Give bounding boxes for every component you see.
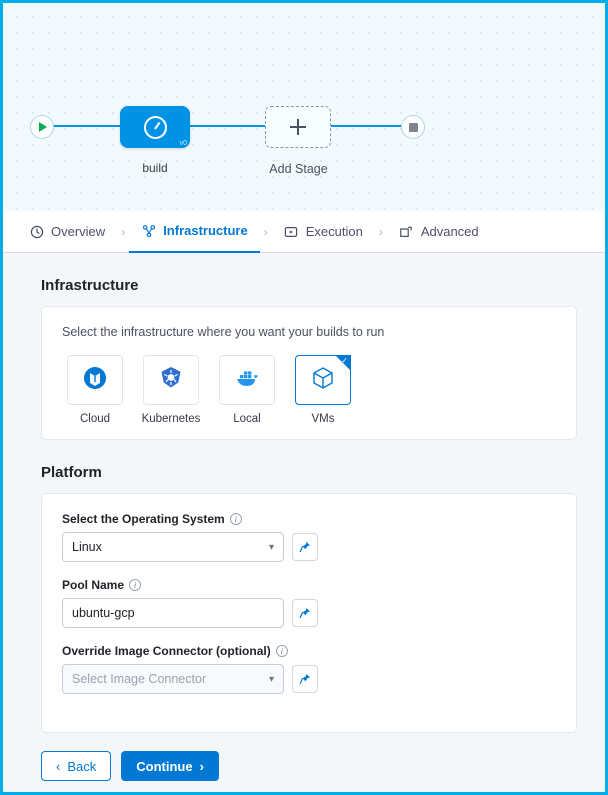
image-connector-placeholder: Select Image Connector [72, 672, 207, 686]
stage-version-badge: v0 [179, 140, 187, 147]
stage-tabs [3, 211, 605, 253]
play-icon [39, 122, 47, 132]
continue-button-label: Continue [136, 758, 193, 774]
operating-system-select[interactable] [62, 532, 284, 562]
add-stage-button[interactable] [265, 106, 331, 148]
image-connector-row [62, 664, 556, 694]
image-connector-label: Override Image Connector (optional) [62, 644, 271, 658]
pipeline-connector [47, 125, 122, 127]
stage-build[interactable] [120, 106, 190, 148]
tab-infrastructure-label: Infrastructure [163, 223, 248, 238]
build-icon [144, 116, 167, 139]
pool-name-value: ubuntu-gcp [72, 606, 135, 620]
tab-overview-label: Overview [51, 224, 106, 239]
add-stage-label: Add Stage [269, 162, 328, 176]
operating-system-value: Linux [72, 540, 102, 554]
pipeline-connector [331, 125, 406, 127]
field-image-connector [62, 644, 556, 694]
tab-infrastructure[interactable] [129, 211, 260, 253]
infra-option-kubernetes[interactable] [138, 355, 204, 425]
infra-option-cloud-label: Cloud [79, 413, 111, 425]
pool-name-input[interactable] [62, 598, 284, 628]
infra-option-local[interactable] [214, 355, 280, 425]
tab-advanced-label: Advanced [420, 224, 479, 239]
infra-option-vms[interactable] [290, 355, 356, 425]
infra-option-cloud-box [67, 355, 123, 405]
tab-separator: › [263, 224, 268, 239]
pipeline-canvas[interactable] [3, 3, 605, 211]
infra-option-local-label: Local [233, 413, 261, 425]
plus-icon [290, 119, 306, 135]
pin-icon[interactable] [292, 665, 318, 693]
cloud-harness-icon [82, 365, 108, 396]
back-button[interactable] [41, 751, 111, 781]
chevron-down-icon: ▾ [268, 673, 274, 685]
docker-icon [233, 366, 261, 395]
infrastructure-options [62, 355, 556, 425]
info-icon[interactable]: i [230, 513, 242, 525]
infrastructure-card [41, 306, 577, 440]
chevron-down-icon: ▾ [268, 541, 274, 553]
info-icon[interactable]: i [129, 579, 141, 591]
selected-check-icon: ✓ [341, 356, 348, 365]
chevron-left-icon: ‹ [56, 758, 61, 774]
pipeline-connector [188, 125, 265, 127]
field-operating-system [62, 512, 556, 562]
stop-icon [409, 123, 418, 132]
info-icon[interactable]: i [276, 645, 288, 657]
chevron-right-icon: › [199, 758, 204, 774]
platform-card [41, 493, 577, 733]
infra-option-cloud[interactable] [62, 355, 128, 425]
back-button-label: Back [67, 758, 97, 774]
pipeline-start-node[interactable] [30, 115, 54, 139]
advanced-icon [399, 224, 414, 239]
pin-icon[interactable] [292, 533, 318, 561]
tab-separator: › [378, 224, 383, 239]
pin-icon[interactable] [292, 599, 318, 627]
operating-system-row [62, 532, 556, 562]
tab-advanced[interactable] [387, 211, 491, 253]
infrastructure-hint: Select the infrastructure where you want your builds to run [62, 325, 385, 339]
pool-name-label-row [62, 578, 556, 592]
infrastructure-title: Infrastructure [41, 277, 139, 294]
infrastructure-icon [141, 223, 156, 238]
stage-build-label: build [142, 161, 168, 175]
infra-option-kubernetes-box [143, 355, 199, 405]
infra-option-vms-box [295, 355, 351, 405]
infra-option-local-box [219, 355, 275, 405]
infrastructure-panel [3, 253, 605, 792]
infra-option-kubernetes-label: Kubernetes [141, 413, 201, 425]
field-pool-name [62, 578, 556, 628]
tab-execution[interactable] [272, 211, 375, 253]
pipeline-end-node[interactable] [401, 115, 425, 139]
overview-icon [29, 224, 44, 239]
operating-system-label-row [62, 512, 556, 526]
infra-option-vms-label: VMs [311, 413, 335, 425]
pool-name-row [62, 598, 556, 628]
operating-system-label: Select the Operating System [62, 512, 225, 526]
tab-overview[interactable] [17, 211, 117, 253]
pool-name-label: Pool Name [62, 578, 125, 592]
tab-separator: › [121, 224, 126, 239]
platform-title: Platform [41, 464, 102, 481]
kubernetes-icon [158, 365, 184, 396]
vm-cube-icon [310, 365, 336, 396]
wizard-footer [3, 733, 605, 781]
continue-button[interactable] [121, 751, 219, 781]
tab-execution-label: Execution [305, 224, 363, 239]
image-connector-label-row [62, 644, 556, 658]
image-connector-select[interactable] [62, 664, 284, 694]
execution-icon [284, 224, 299, 239]
